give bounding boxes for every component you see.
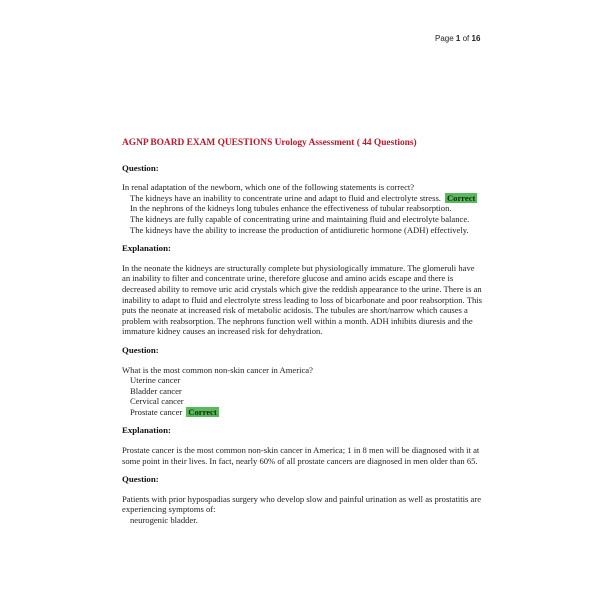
question-block xyxy=(122,494,482,526)
explanation-heading: Explanation: xyxy=(122,243,171,254)
question-heading: Question: xyxy=(122,162,159,173)
answer-option xyxy=(122,193,482,204)
option-text: The kidneys have an inability to concentrate urine and adapt to fluid and electrolyte stress. xyxy=(130,192,441,203)
page-of: of xyxy=(462,34,470,43)
question-heading: Question: xyxy=(122,474,159,485)
document-body xyxy=(122,138,482,534)
question-stem: What is the most common non-skin cancer in America? xyxy=(122,364,313,375)
page-number xyxy=(435,34,480,43)
answer-option: neurogenic bladder. xyxy=(130,515,198,526)
answer-option: Cervical cancer xyxy=(130,396,184,407)
option-text: Prostate cancer xyxy=(130,406,183,417)
explanation-heading: Explanation: xyxy=(122,425,171,436)
question-block xyxy=(122,365,482,418)
document-title: AGNP BOARD EXAM QUESTIONS Urology Assessment ( 44 Questions) xyxy=(122,138,417,148)
page-current: 1 xyxy=(455,34,461,43)
explanation-text: In the neonate the kidneys are structurally complete but physiologically immature. The glomeruli have an inability to filter and concentrate urine, therefore glucose and amino acids escape and there is decreased ability to remove uric acid crystals which give the reddish appearance to the urine. There is an inability to adapt to fluid and electrolyte stress leading to loss of bicarbonate and poor reabsorption. This puts the neonate at increased risk of metabolic acidosis. The tubules are short/narrow which causes a problem with reabsorption. The nephrons function well within a month. ADH inhibits diuresis and the immature kidney causes an increased risk for dehydration. xyxy=(122,262,482,337)
page-total: 16 xyxy=(471,34,481,43)
answer-option: Bladder cancer xyxy=(130,385,182,396)
question-heading: Question: xyxy=(122,344,159,355)
answer-option: The kidneys have the ability to increase the production of antidiuretic hormone (ADH) effectively. xyxy=(130,224,469,235)
question-stem: In renal adaptation of the newborn, which one of the following statements is correct? xyxy=(122,182,415,193)
explanation-text: Prostate cancer is the most common non-skin cancer in America; 1 in 8 men will be diagnosed with it at some point in their lives. In fact, nearly 60% of all prostate cancers are diagnosed in men older than 65. xyxy=(122,445,480,466)
answer-option xyxy=(122,407,482,418)
answer-option: Uterine cancer xyxy=(130,375,181,386)
correct-badge: Correct xyxy=(446,192,476,203)
correct-badge: Correct xyxy=(188,406,217,417)
answer-option: In the nephrons of the kidneys long tubules enhance the effectiveness of tubular reabsorption. xyxy=(130,203,452,214)
answer-option: The kidneys are fully capable of concentrating urine and maintaining fluid and electrolyte balance. xyxy=(130,213,470,224)
page-label: Page xyxy=(435,34,454,43)
question-stem: Patients with prior hypospadias surgery who develop slow and painful urination as well as prostatitis are experiencing symptoms of: xyxy=(122,493,482,515)
question-block xyxy=(122,182,482,235)
